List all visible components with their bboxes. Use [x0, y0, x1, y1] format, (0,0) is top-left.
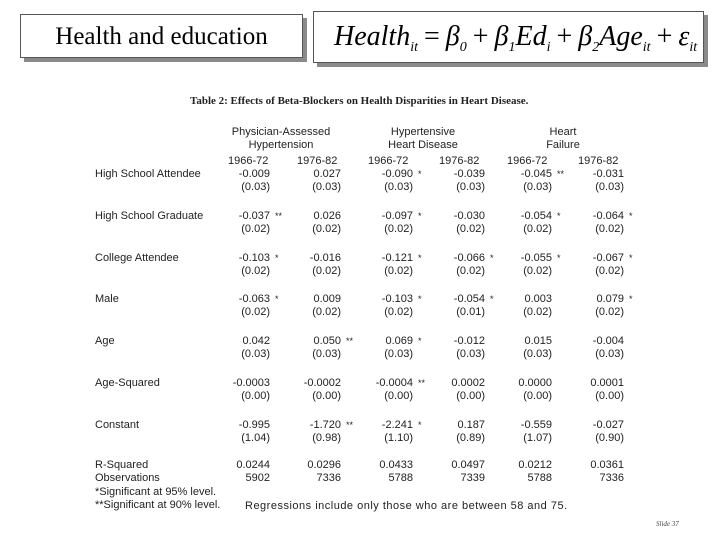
coef-cell: -0.009 [238, 168, 270, 180]
eq-plus-2: + [556, 21, 573, 52]
coef-cell: 0.187 [457, 419, 485, 431]
std-error-cell: (0.00) [595, 390, 624, 402]
coef-cell: -0.090 [381, 168, 413, 180]
significance-star: * [557, 211, 561, 221]
std-error-cell: (0.02) [312, 265, 341, 277]
coef-cell: -0.063 [238, 293, 270, 305]
row-label: High School Graduate [95, 210, 204, 222]
coef-cell: 0.015 [524, 335, 552, 347]
row-label: College Attendee [95, 252, 179, 264]
std-error-cell: (0.03) [312, 348, 341, 360]
coef-cell: -0.0004 [375, 377, 413, 389]
eq-lhs-sub: it [410, 40, 418, 55]
std-error-cell: (0.00) [456, 390, 485, 402]
year-header: 1966-72 [507, 155, 548, 167]
std-error-cell: (1.10) [384, 432, 413, 444]
eq-ed: Ed [515, 21, 547, 52]
group-header-line2: Failure [546, 139, 580, 151]
significance-star: * [418, 294, 422, 304]
coef-cell: -0.103 [381, 293, 413, 305]
std-error-cell: (0.02) [523, 223, 552, 235]
eq-ed-sub: i [546, 40, 551, 55]
significance-star: * [418, 336, 422, 346]
coef-cell: 0.042 [242, 335, 270, 347]
coef-cell: -2.241 [381, 419, 413, 431]
coef-cell: -0.121 [381, 252, 413, 264]
eq-plus-1: + [472, 21, 489, 52]
observations-cell: 7336 [599, 472, 624, 484]
significance-star: * [418, 211, 422, 221]
coef-cell: -0.039 [453, 168, 485, 180]
group-header-1 [222, 126, 340, 152]
coef-cell: -0.097 [381, 210, 413, 222]
std-error-cell: (1.04) [241, 432, 270, 444]
coef-cell: 0.003 [524, 293, 552, 305]
year-header: 1966-72 [368, 155, 409, 167]
coef-cell: -0.064 [592, 210, 624, 222]
coef-cell: 0.050 [313, 335, 341, 347]
observations-cell: 5788 [527, 472, 552, 484]
eq-equals: = [424, 21, 440, 52]
coef-cell: 0.0000 [518, 377, 552, 389]
coef-cell: -0.016 [309, 252, 341, 264]
significance-star: * [629, 253, 633, 263]
std-error-cell: (0.90) [595, 432, 624, 444]
std-error-cell: (0.02) [523, 265, 552, 277]
std-error-cell: (0.03) [384, 348, 413, 360]
std-error-cell: (0.02) [312, 306, 341, 318]
significance-star: * [418, 253, 422, 263]
coef-cell: -0.0003 [232, 377, 270, 389]
significance-star: ** [275, 211, 283, 221]
coef-cell: -0.031 [592, 168, 624, 180]
footnote-90: **Significant at 90% level. [95, 499, 221, 511]
r-squared-cell: 0.0497 [451, 459, 485, 471]
std-error-cell: (0.03) [595, 181, 624, 193]
coef-cell: -1.720 [309, 419, 341, 431]
coef-cell: -0.055 [520, 252, 552, 264]
std-error-cell: (0.03) [523, 181, 552, 193]
significance-star: ** [346, 336, 354, 346]
year-header: 1976-82 [439, 155, 480, 167]
observations-cell: 5788 [388, 472, 413, 484]
coef-cell: -0.037 [238, 210, 270, 222]
std-error-cell: (0.02) [384, 306, 413, 318]
eq-plus-3: + [656, 21, 673, 52]
eq-beta0-sub: 0 [459, 40, 467, 55]
eq-epsilon: ε [678, 21, 690, 52]
std-error-cell: (0.02) [312, 223, 341, 235]
coef-cell: -0.067 [592, 252, 624, 264]
std-error-cell: (0.02) [456, 265, 485, 277]
significance-star: ** [346, 420, 354, 430]
std-error-cell: (0.03) [241, 181, 270, 193]
r-squared-cell: 0.0433 [379, 459, 413, 471]
eq-beta2: β [578, 21, 593, 52]
std-error-cell: (0.03) [241, 348, 270, 360]
std-error-cell: (0.02) [384, 265, 413, 277]
significance-star: ** [418, 378, 426, 388]
coef-cell: 0.027 [313, 168, 341, 180]
group-header-line2: Hypertension [248, 139, 314, 151]
coef-cell: 0.0001 [590, 377, 624, 389]
std-error-cell: (0.03) [456, 348, 485, 360]
coef-cell: -0.045 [520, 168, 552, 180]
std-error-cell: (0.98) [312, 432, 341, 444]
table-title: Table 2: Effects of Beta-Blockers on Health Disparities in Heart Disease. [190, 95, 529, 107]
regression-equation [313, 11, 704, 63]
row-label: High School Attendee [95, 168, 201, 180]
std-error-cell: (0.00) [384, 390, 413, 402]
observations-cell: 7339 [460, 472, 485, 484]
eq-beta2-sub: 2 [592, 40, 600, 55]
coef-cell: -0.030 [453, 210, 485, 222]
std-error-cell: (0.02) [241, 265, 270, 277]
coef-cell: -0.012 [453, 335, 485, 347]
eq-age-sub: it [642, 40, 651, 55]
group-header-line1: Heart [549, 126, 577, 138]
std-error-cell: (0.03) [595, 348, 624, 360]
significance-star: * [490, 253, 494, 263]
year-header: 1976-82 [297, 155, 338, 167]
coef-cell: 0.0002 [451, 377, 485, 389]
row-label: Male [95, 293, 119, 305]
r-squared-cell: 0.0244 [236, 459, 270, 471]
std-error-cell: (0.02) [241, 223, 270, 235]
group-header-line1: Hypertensive [390, 126, 456, 138]
std-error-cell: (0.01) [456, 306, 485, 318]
significance-star: ** [557, 169, 565, 179]
coef-cell: 0.069 [385, 335, 413, 347]
slide-number: Slide 37 [656, 520, 679, 528]
std-error-cell: (0.03) [312, 181, 341, 193]
significance-star: * [418, 169, 422, 179]
coef-cell: 0.009 [313, 293, 341, 305]
std-error-cell: (0.00) [312, 390, 341, 402]
significance-star: * [629, 294, 633, 304]
std-error-cell: (0.03) [523, 348, 552, 360]
r-squared-cell: 0.0212 [518, 459, 552, 471]
coef-cell: -0.004 [592, 335, 624, 347]
row-label: Age [95, 335, 115, 347]
row-label: Constant [95, 419, 140, 431]
std-error-cell: (0.02) [595, 265, 624, 277]
footnote-95: *Significant at 95% level. [95, 486, 217, 498]
eq-lhs: Health [334, 21, 411, 52]
significance-star: * [418, 420, 422, 430]
observations-cell: 7336 [316, 472, 341, 484]
eq-beta1-sub: 1 [508, 40, 516, 55]
eq-epsilon-sub: it [689, 40, 698, 55]
eq-age: Age [599, 21, 643, 52]
coef-cell: -0.995 [238, 419, 270, 431]
group-header-line1: Physician-Assessed [231, 126, 331, 138]
group-header-2 [364, 126, 482, 152]
std-error-cell: (1.07) [523, 432, 552, 444]
observations-cell: 5902 [245, 472, 270, 484]
eq-beta0: β [445, 21, 460, 52]
significance-star: * [490, 294, 494, 304]
std-error-cell: (0.02) [456, 223, 485, 235]
significance-star: * [557, 253, 561, 263]
year-header: 1976-82 [578, 155, 619, 167]
std-error-cell: (0.02) [595, 306, 624, 318]
significance-star: * [629, 211, 633, 221]
coef-cell: -0.103 [238, 252, 270, 264]
significance-star: * [275, 253, 279, 263]
coef-cell: -0.054 [453, 293, 485, 305]
sample-note: Regressions include only those who are between 58 and 75. [245, 500, 568, 512]
r-squared-cell: 0.0296 [307, 459, 341, 471]
std-error-cell: (0.00) [523, 390, 552, 402]
coef-cell: 0.079 [596, 293, 624, 305]
r-squared-cell: 0.0361 [590, 459, 624, 471]
std-error-cell: (0.00) [241, 390, 270, 402]
row-label: Age-Squared [95, 377, 160, 389]
observations-label: Observations [95, 472, 160, 484]
coef-cell: -0.559 [520, 419, 552, 431]
year-header: 1966-72 [228, 155, 269, 167]
r-squared-label: R-Squared [95, 459, 149, 471]
std-error-cell: (0.02) [523, 306, 552, 318]
significance-star: * [275, 294, 279, 304]
coef-cell: -0.0002 [303, 377, 341, 389]
eq-beta1: β [494, 21, 509, 52]
std-error-cell: (0.03) [384, 181, 413, 193]
slide-title: Health and education [20, 14, 303, 58]
group-header-3 [504, 126, 622, 152]
coef-cell: -0.054 [520, 210, 552, 222]
coef-cell: -0.066 [453, 252, 485, 264]
group-header-line2: Heart Disease [388, 139, 458, 151]
std-error-cell: (0.02) [384, 223, 413, 235]
std-error-cell: (0.03) [456, 181, 485, 193]
std-error-cell: (0.89) [456, 432, 485, 444]
std-error-cell: (0.02) [595, 223, 624, 235]
coef-cell: 0.026 [313, 210, 341, 222]
std-error-cell: (0.02) [241, 306, 270, 318]
coef-cell: -0.027 [592, 419, 624, 431]
